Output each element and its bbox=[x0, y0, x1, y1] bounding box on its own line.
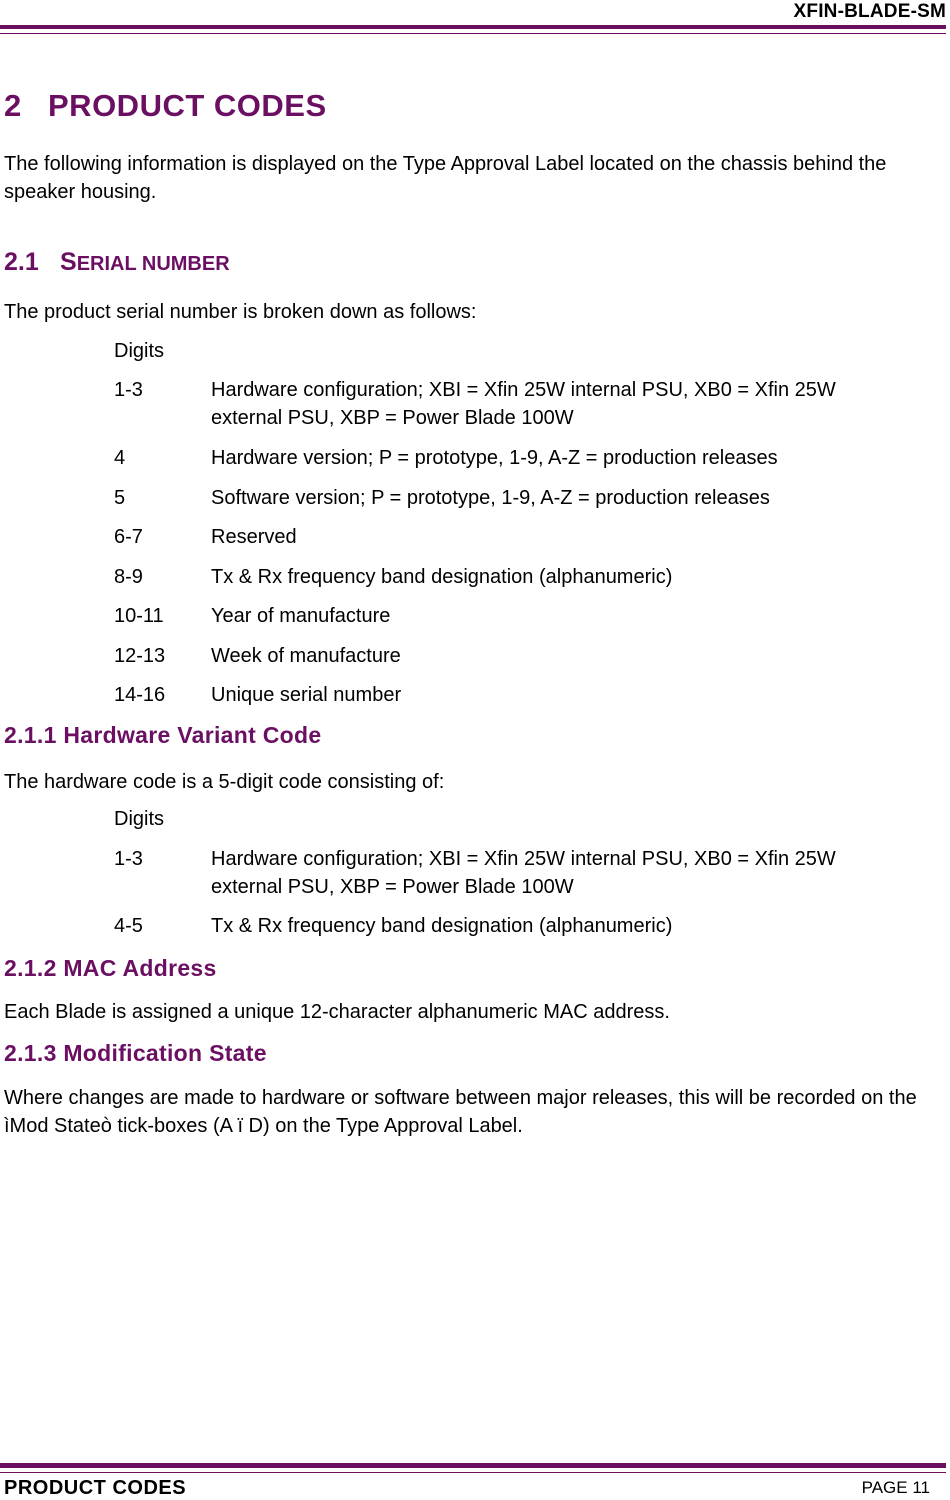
digit-code: 8-9 bbox=[114, 566, 143, 588]
modification-state-heading: 2.1.3 Modification State bbox=[4, 1040, 267, 1066]
digit-code: 5 bbox=[114, 487, 126, 509]
digit-description: Hardware configuration; XBI = Xfin 25W internal PSU, XB0 = Xfin 25W external PSU, XBP = Power Blade 100W bbox=[211, 379, 836, 429]
digit-description: Reserved bbox=[211, 526, 297, 548]
hardware-variant-heading: 2.1.1 Hardware Variant Code bbox=[4, 722, 322, 748]
serial-title-initial: S bbox=[60, 248, 77, 276]
modification-state-text: Where changes are made to hardware or software between major releases, this will be recorded on the ìMod Stateò tick-boxes (A ï D) on the Type Approval Label. bbox=[4, 1087, 917, 1137]
serial-intro: The product serial number is broken down as follows: bbox=[4, 301, 477, 323]
footer-rule-thick bbox=[0, 1463, 946, 1468]
header-rule-thick bbox=[0, 25, 946, 29]
section-number: 2 bbox=[4, 88, 22, 123]
digit-code: 6-7 bbox=[114, 526, 143, 548]
section-heading bbox=[4, 88, 327, 124]
serial-digits-label: Digits bbox=[114, 340, 165, 362]
page-number: PAGE 11 bbox=[861, 1478, 930, 1497]
section-intro: The following information is displayed on the Type Approval Label located on the chassis behind the speaker housing. bbox=[4, 153, 887, 203]
digit-description: Tx & Rx frequency band designation (alphanumeric) bbox=[211, 566, 673, 588]
digit-code: 12-13 bbox=[114, 645, 166, 667]
header-rule-thin bbox=[0, 33, 946, 34]
mac-address-text: Each Blade is assigned a unique 12-character alphanumeric MAC address. bbox=[4, 1001, 670, 1023]
digit-description: Hardware version; P = prototype, 1-9, A-Z = production releases bbox=[211, 447, 778, 469]
digit-description: Year of manufacture bbox=[211, 605, 391, 627]
digit-code: 1-3 bbox=[114, 848, 143, 870]
hardware-variant-intro: The hardware code is a 5-digit code consisting of: bbox=[4, 771, 445, 793]
digit-code: 10-11 bbox=[114, 605, 164, 627]
digit-code: 1-3 bbox=[114, 379, 143, 401]
digit-description: Tx & Rx frequency band designation (alphanumeric) bbox=[211, 915, 673, 937]
footer-title: PRODUCT CODES bbox=[4, 1477, 187, 1499]
digit-code: 4-5 bbox=[114, 915, 143, 937]
serial-number-heading bbox=[4, 248, 230, 277]
footer-rule-thin bbox=[0, 1472, 946, 1473]
section-title: PRODUCT CODES bbox=[48, 88, 327, 123]
digit-description: Unique serial number bbox=[211, 684, 402, 706]
digit-code: 4 bbox=[114, 447, 126, 469]
document-id: XFIN-BLADE-SM bbox=[793, 1, 946, 22]
hardware-digits-label: Digits bbox=[114, 808, 165, 830]
digit-description: Hardware configuration; XBI = Xfin 25W internal PSU, XB0 = Xfin 25W external PSU, XBP = Power Blade 100W bbox=[211, 848, 836, 898]
digit-description: Week of manufacture bbox=[211, 645, 401, 667]
digit-code: 14-16 bbox=[114, 684, 166, 706]
serial-title-rest: ERIAL NUMBER bbox=[76, 253, 230, 275]
digit-description: Software version; P = prototype, 1-9, A-Z = production releases bbox=[211, 487, 770, 509]
mac-address-heading: 2.1.2 MAC Address bbox=[4, 955, 217, 981]
serial-number-section-number: 2.1 bbox=[4, 248, 39, 276]
